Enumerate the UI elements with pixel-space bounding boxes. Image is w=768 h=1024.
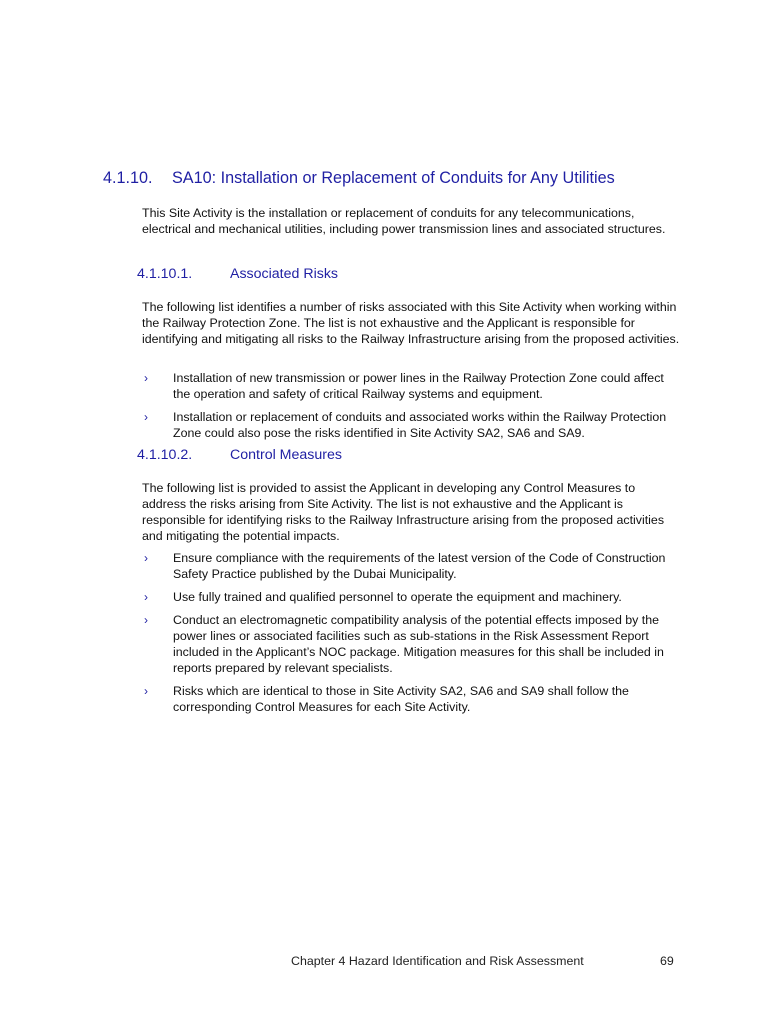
risks-list bbox=[142, 370, 682, 448]
footer-chapter-title: Chapter 4 Hazard Identification and Risk Assessment bbox=[291, 954, 584, 968]
section-heading bbox=[103, 169, 723, 188]
list-item-text: Risks which are identical to those in Site Activity SA2, SA6 and SA9 shall follow the corresponding Control Measures for each Site Activity. bbox=[173, 684, 629, 714]
list-item-text: Use fully trained and qualified personnel to operate the equipment and machinery. bbox=[173, 590, 622, 604]
risks-subheading-title: Associated Risks bbox=[230, 266, 339, 282]
chevron-right-icon: › bbox=[144, 590, 148, 604]
risks-subheading-number: 4.1.10.1. bbox=[137, 266, 193, 282]
chevron-right-icon: › bbox=[144, 551, 148, 565]
controls-list bbox=[142, 550, 682, 722]
list-item-text: Ensure compliance with the requirements of the latest version of the Code of Construction Safety Practice published by the Dubai Municipality. bbox=[173, 551, 666, 581]
list-item bbox=[142, 589, 682, 605]
controls-subheading-number: 4.1.10.2. bbox=[137, 447, 193, 463]
chevron-right-icon: › bbox=[144, 371, 148, 385]
list-item-text: Installation or replacement of conduits and associated works within the Railway Protection Zone could also pose the risks identified in Site Activity SA2, SA6 and SA9. bbox=[173, 410, 667, 440]
controls-intro-paragraph: The following list is provided to assist the Applicant in developing any Control Measures to address the risks arising from Site Activity. The list is not exhaustive and the Applicant is responsible for identifying risks to the Railway Infrastructure arising from the proposed activities and mitigating the potential impacts. bbox=[142, 481, 665, 543]
chevron-right-icon: › bbox=[144, 613, 148, 627]
section-number: 4.1.10. bbox=[103, 169, 153, 187]
list-item-text: Conduct an electromagnetic compatibility analysis of the potential effects imposed by the power lines or associated facilities such as sub-stations in the Risk Assessment Report included in the Applicant’s NOC package. Mitigation measures for this shall be included in reports prepared by relevant specialists. bbox=[173, 613, 664, 675]
page-number: 69 bbox=[660, 954, 674, 968]
list-item bbox=[142, 612, 682, 676]
list-item bbox=[142, 550, 682, 582]
list-item bbox=[142, 370, 682, 402]
section-title: SA10: Installation or Replacement of Conduits for Any Utilities bbox=[172, 169, 615, 187]
section-intro-paragraph: This Site Activity is the installation or replacement of conduits for any telecommunications, electrical and mechanical utilities, including power transmission lines and associated structures. bbox=[142, 206, 666, 236]
controls-subheading bbox=[137, 447, 342, 463]
chevron-right-icon: › bbox=[144, 410, 148, 424]
risks-intro-paragraph: The following list identifies a number of risks associated with this Site Activity when working within the Railway Protection Zone. The list is not exhaustive and the Applicant is responsible for identifying and mitigating all risks to the Railway Infrastructure arising from the proposed activities. bbox=[142, 300, 680, 346]
list-item-text: Installation of new transmission or power lines in the Railway Protection Zone could affect the operation and safety of critical Railway systems and equipment. bbox=[173, 371, 664, 401]
list-item bbox=[142, 409, 682, 441]
controls-subheading-title: Control Measures bbox=[230, 447, 342, 463]
chevron-right-icon: › bbox=[144, 684, 148, 698]
risks-subheading bbox=[137, 266, 338, 282]
list-item bbox=[142, 683, 682, 715]
